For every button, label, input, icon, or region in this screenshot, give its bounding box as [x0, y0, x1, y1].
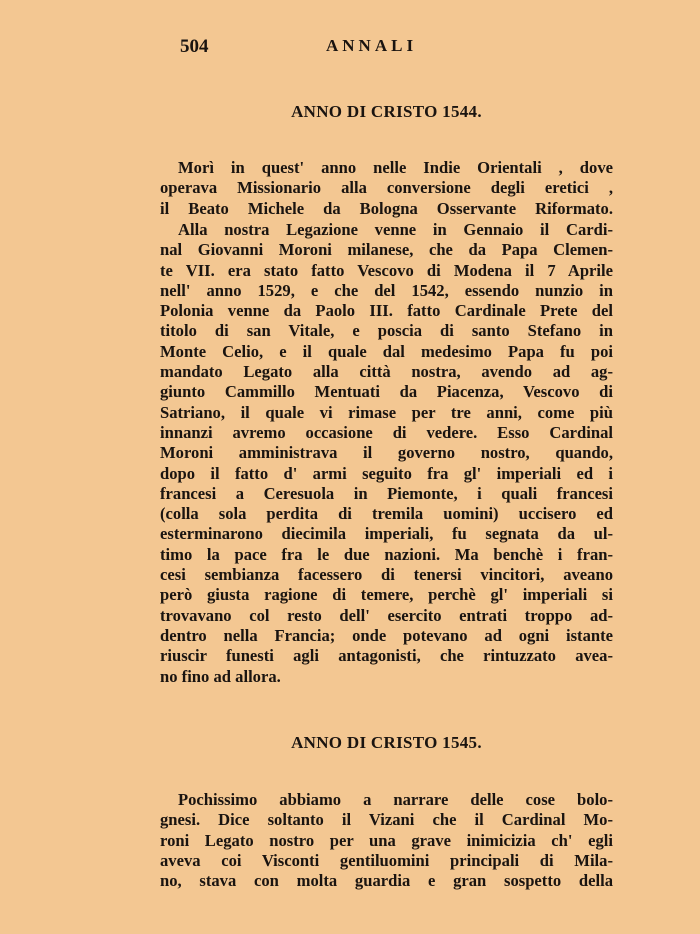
text-line: operava Missionario alla conversione degli eretici , [160, 178, 613, 198]
text-line: no fino ad allora. [160, 666, 281, 686]
section-heading-1545: ANNO DI CRISTO 1545. [291, 733, 482, 752]
text-line: Pochissimo abbiamo a narrare delle cose bolo- [178, 790, 613, 809]
text-line: dentro nella Francia; onde potevano ad ogni istante [160, 625, 613, 645]
text-line: (colla sola perdita di tremila uomini) uccisero ed [160, 504, 613, 524]
text-line: Morì in quest' anno nelle Indie Orientali , dove [178, 158, 613, 177]
running-title: ANNALI [326, 36, 418, 55]
text-line: Alla nostra Legazione venne in Gennaio il Cardi- [178, 220, 613, 239]
text-line: dopo il fatto d' armi seguito fra gl' imperiali ed i [160, 463, 613, 483]
text-line: però giusta ragione di temere, perchè gl' imperiali si [160, 585, 613, 605]
text-line: Polonia venne da Paolo III. fatto Cardinale Prete del [160, 301, 613, 321]
text-line: giunto Cammillo Mentuati da Piacenza, Vescovo di [160, 382, 613, 402]
text-line: cesi sembianza facessero di tenersi vincitori, aveano [160, 565, 613, 585]
text-line: Satriano, il quale vi rimase per tre anni, come più [160, 402, 613, 422]
text-line: titolo di san Vitale, e poscia di santo Stefano in [160, 321, 613, 341]
text-line: esterminarono diecimila imperiali, fu segnata da ul- [160, 524, 613, 544]
text-line: Moroni amministrava il governo nostro, quando, [160, 443, 613, 463]
text-line: mandato Legato alla città nostra, avendo ad ag- [160, 362, 613, 382]
text-line: aveva coi Visconti gentiluomini principali di Mila- [160, 850, 613, 870]
text-line: francesi a Ceresuola in Piemonte, i quali francesi [160, 483, 613, 503]
text-line: nal Giovanni Moroni milanese, che da Papa Clemen- [160, 240, 613, 260]
text-line: nell' anno 1529, e che del 1542, essendo nunzio in [160, 280, 613, 300]
text-line: roni Legato nostro per una grave inimicizia ch' egli [160, 830, 613, 850]
text-line: timo la pace fra le due nazioni. Ma benchè i fran- [160, 544, 613, 564]
paragraph-1544-legation [160, 220, 613, 687]
text-line: innanzi avremo occasione di vedere. Esso Cardinal [160, 422, 613, 442]
text-line: riuscir funesti agli antagonisti, che rintuzzato avea- [160, 646, 613, 666]
text-line: gnesi. Dice soltanto il Vizani che il Cardinal Mo- [160, 810, 613, 830]
page-number: 504 [180, 36, 209, 57]
text-line: trovavano col resto dell' esercito entrati troppo ad- [160, 605, 613, 625]
text-line: no, stava con molta guardia e gran sospetto della [160, 871, 613, 891]
section-heading-1544: ANNO DI CRISTO 1544. [291, 102, 482, 121]
text-line: te VII. era stato fatto Vescovo di Modena il 7 Aprile [160, 260, 613, 280]
paragraph-1545-bolognese [160, 790, 613, 891]
text-line: Monte Celio, e il quale dal medesimo Papa fu poi [160, 341, 613, 361]
paragraph-1544-missionary [160, 158, 613, 219]
text-line: il Beato Michele da Bologna Osservante Riformato. [160, 198, 613, 218]
